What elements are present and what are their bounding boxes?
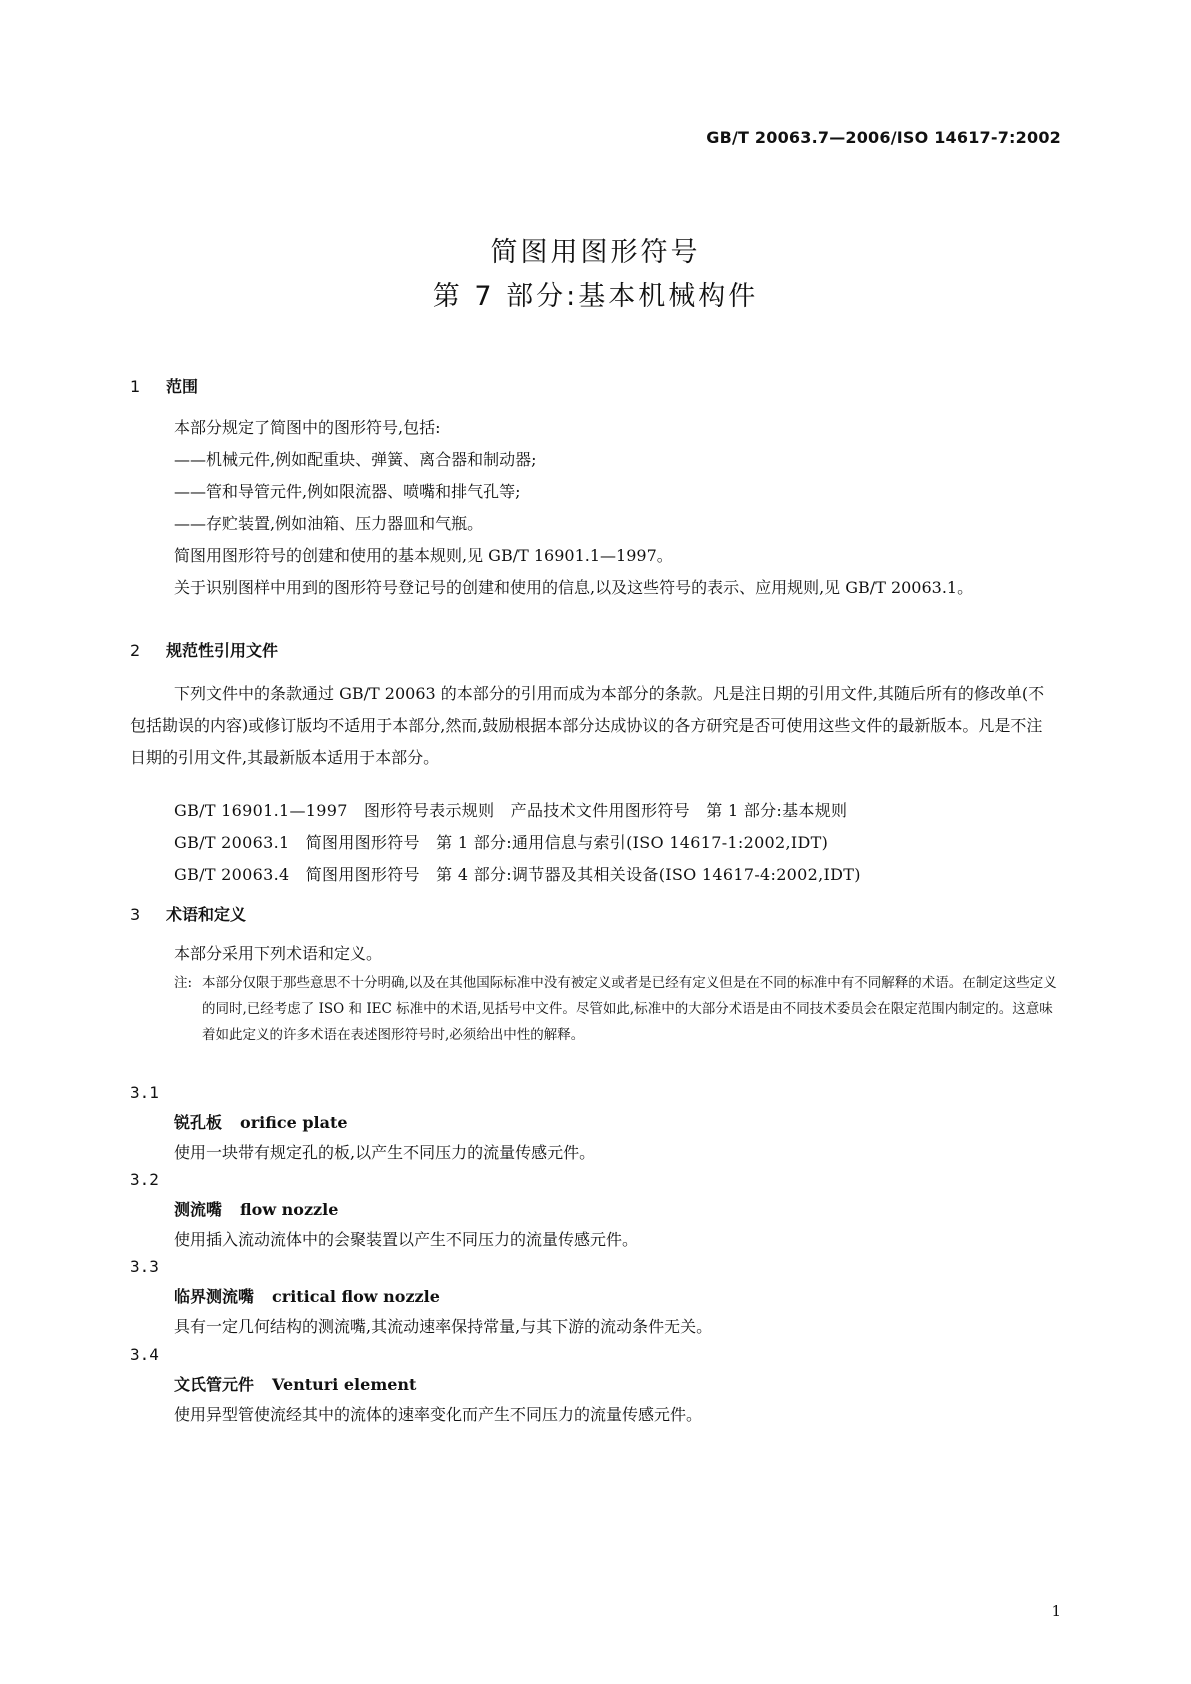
document-subtitle: 第 7 部分:基本机械构件: [432, 281, 759, 312]
term-definition: 具有一定几何结构的测流嘴,其流动速率保持常量,与其下游的流动条件无关。: [174, 1317, 713, 1336]
term-zh: 测流嘴: [174, 1200, 223, 1219]
term-entry: [174, 1197, 338, 1220]
section-1-heading: [130, 374, 198, 397]
section-number: 1: [130, 377, 141, 396]
term-definition: 使用异型管使流经其中的流体的速率变化而产生不同压力的流量传感元件。: [174, 1405, 703, 1424]
term-zh: 临界测流嘴: [174, 1287, 255, 1306]
scope-item: ——机械元件,例如配重块、弹簧、离合器和制动器;: [174, 450, 537, 469]
term-definition: 使用插入流动流体中的会聚装置以产生不同压力的流量传感元件。: [174, 1230, 639, 1249]
term-definition: 使用一块带有规定孔的板,以产生不同压力的流量传感元件。: [174, 1143, 596, 1162]
note-label: 注:: [174, 975, 193, 991]
term-en: flow nozzle: [240, 1200, 339, 1219]
term-entry: [174, 1284, 440, 1307]
section-3-heading: [130, 902, 246, 925]
scope-intro: 本部分规定了简图中的图形符号,包括:: [174, 418, 441, 437]
section-title: 范围: [166, 377, 199, 396]
section-title: 规范性引用文件: [166, 641, 279, 660]
clause-number: 3.2: [130, 1170, 159, 1189]
reference-item: GB/T 20063.1 简图用图形符号 第 1 部分:通用信息与索引(ISO 14617-1:2002,IDT): [174, 833, 829, 852]
clause-number: 3.4: [130, 1345, 159, 1364]
note-text: 本部分仅限于那些意思不十分明确,以及在其他国际标准中没有被定义或者是已经有定义但是在不同的标准中有不同解释的术语。在制定这些定义的同时,已经考虑了 ISO 和 IEC 标准中的术语,见括号中文件。尽管如此,标准中的大部分术语是由不同技术委员会在限定范围内制定的。这意味着如此定义的许多术语在表述图形符号时,必须给出中性的解释。: [202, 975, 1057, 1043]
term-en: Venturi element: [272, 1375, 417, 1394]
standard-code: GB/T 20063.7—2006/ISO 14617-7:2002: [706, 128, 1061, 147]
normative-references-paragraph: 下列文件中的条款通过 GB/T 20063 的本部分的引用而成为本部分的条款。凡是注日期的引用文件,其随后所有的修改单(不包括勘误的内容)或修订版均不适用于本部分,然而,鼓励根据本部分达成协议的各方研究是否可使用这些文件的最新版本。凡是不注日期的引用文件,其最新版本适用于本部分。: [130, 684, 1045, 767]
clause-number: 3.3: [130, 1257, 159, 1276]
basic-rules-paragraph: 简图用图形符号的创建和使用的基本规则,见 GB/T 16901.1—1997。: [174, 546, 673, 565]
section-title: 术语和定义: [166, 905, 247, 924]
document-title: 简图用图形符号: [490, 237, 701, 268]
terms-intro: 本部分采用下列术语和定义。: [174, 944, 383, 963]
section-number: 2: [130, 641, 141, 660]
term-en: orifice plate: [240, 1113, 348, 1132]
clause-number: 3.1: [130, 1083, 159, 1102]
section-2-heading: [130, 638, 278, 661]
reference-item: GB/T 16901.1—1997 图形符号表示规则 产品技术文件用图形符号 第 1 部分:基本规则: [174, 801, 848, 820]
scope-item: ——管和导管元件,例如限流器、喷嘴和排气孔等;: [174, 482, 521, 501]
note-block: [174, 970, 1058, 1048]
term-entry: [174, 1110, 348, 1133]
term-en: critical flow nozzle: [272, 1287, 440, 1306]
term-zh: 锐孔板: [174, 1113, 223, 1132]
registration-info-paragraph: 关于识别图样中用到的图形符号登记号的创建和使用的信息,以及这些符号的表示、应用规则,见 GB/T 20063.1。: [174, 578, 974, 597]
section-number: 3: [130, 905, 141, 924]
term-entry: [174, 1372, 416, 1395]
term-zh: 文氏管元件: [174, 1375, 255, 1394]
scope-item: ——存贮装置,例如油箱、压力器皿和气瓶。: [174, 514, 484, 533]
reference-item: GB/T 20063.4 简图用图形符号 第 4 部分:调节器及其相关设备(ISO 14617-4:2002,IDT): [174, 865, 861, 884]
page-number: 1: [1051, 1602, 1061, 1620]
